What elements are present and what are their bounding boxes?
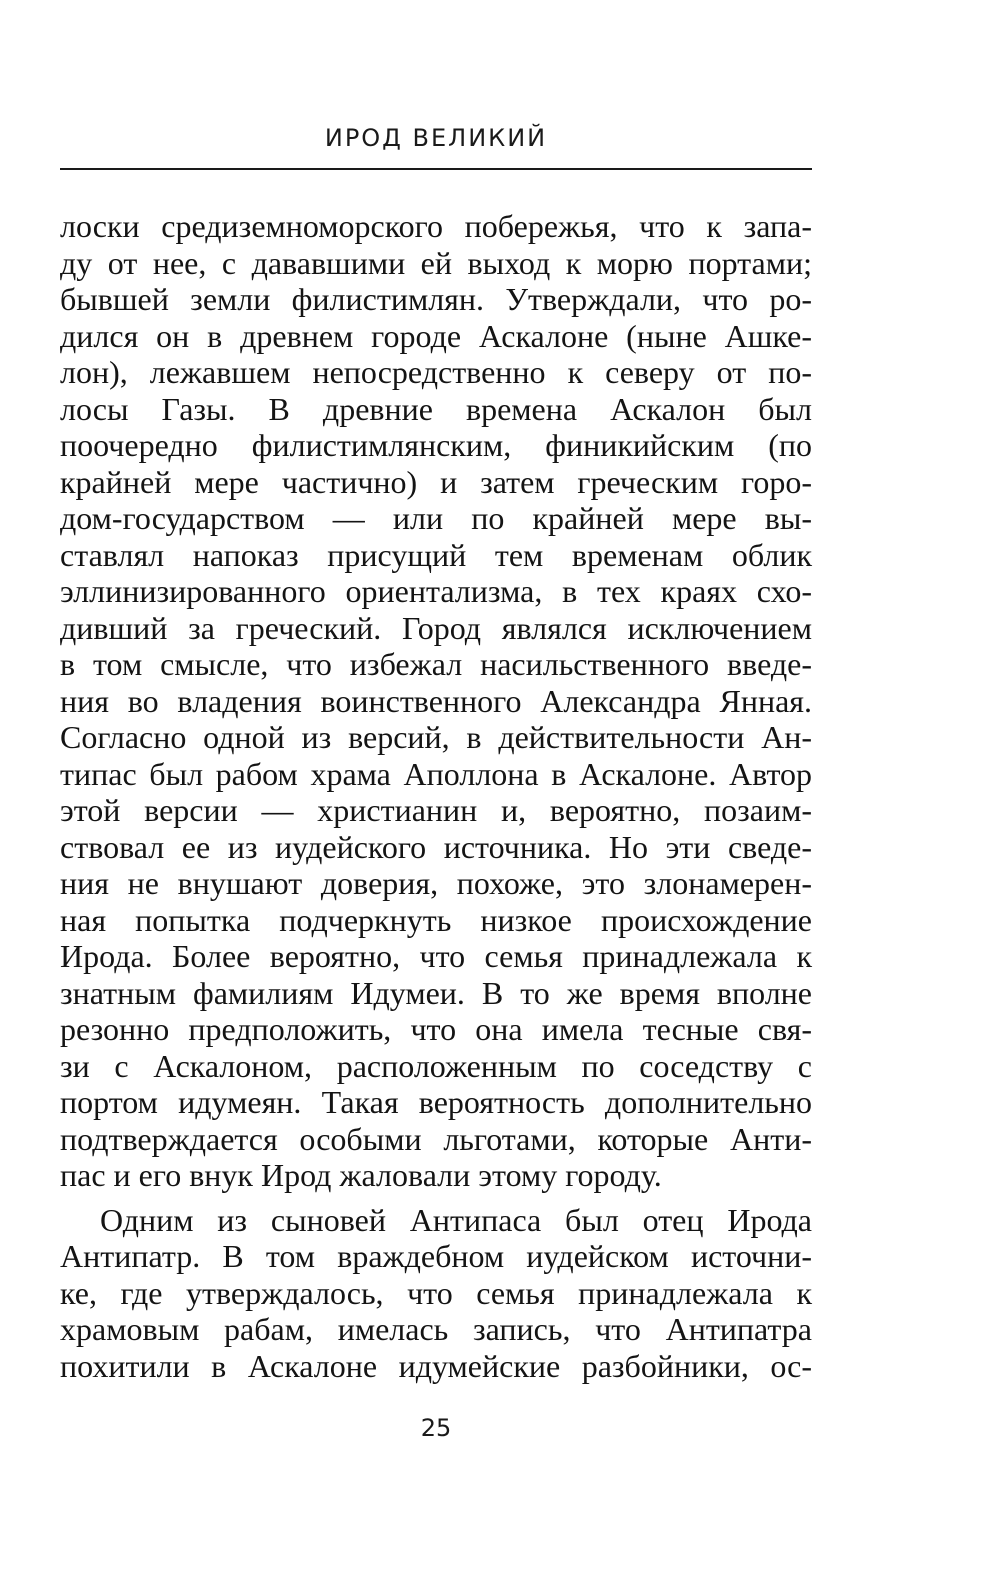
header-rule	[60, 168, 812, 170]
text-line: дом-государством — или по крайней мере вы-	[60, 500, 812, 536]
text-line: ставлял напоказ присущий тем временам облик	[60, 536, 812, 573]
text-line: типас был рабом храма Аполлона в Аскалоне. Автор	[60, 755, 812, 792]
text-line: лоски средиземноморского побережья, что к запа-	[60, 208, 812, 244]
text-line: ния во владения воинственного Александра Янная.	[60, 682, 812, 719]
body-text	[60, 208, 812, 1384]
running-title: ИРОД ВЕЛИКИЙ	[324, 124, 548, 152]
text-line: лон), лежавшем непосредственно к северу от по-	[60, 354, 812, 390]
text-line: в том смысле, что избежал насильственного введе-	[60, 646, 812, 682]
text-line: Одним из сыновей Антипаса был отец Ирода	[100, 1201, 812, 1238]
paragraph	[60, 1202, 812, 1385]
text-line: поочередно филистимлянским, финикийским (по	[60, 427, 812, 463]
text-line: дивший за греческий. Город являлся исключением	[60, 609, 812, 646]
text-line: ния не внушают доверия, похоже, это злонамерен-	[60, 865, 812, 901]
text-line: бывшей земли филистимлян. Утверждали, что ро-	[60, 281, 812, 317]
text-line: ствовал ее из иудейского источника. Но эти сведе-	[60, 828, 812, 865]
text-line: эллинизированного ориентализма, в тех краях схо-	[60, 573, 812, 609]
text-line: ная попытка подчеркнуть низкое происхождение	[60, 901, 812, 938]
text-line: ду от нее, с дававшими ей выход к морю портами;	[60, 244, 812, 281]
text-line: похитили в Аскалоне идумейские разбойники, ос-	[60, 1347, 812, 1384]
text-line: резонно предположить, что она имела тесные свя-	[60, 1011, 812, 1047]
text-line: пас и его внук Ирод жаловали этому городу.	[60, 1157, 662, 1193]
paragraph-gap	[60, 1194, 812, 1202]
text-line: храмовым рабам, имелась запись, что Антипатра	[60, 1311, 812, 1347]
page-number: 25	[420, 1414, 452, 1442]
text-line: подтверждается особыми льготами, которые Анти-	[60, 1120, 812, 1157]
text-line: крайней мере частично) и затем греческим горо-	[60, 463, 812, 500]
paragraph	[60, 208, 812, 1194]
text-line: лосы Газы. В древние времена Аскалон был	[60, 390, 812, 427]
text-line: этой версии — христианин и, вероятно, позаим-	[60, 792, 812, 828]
text-line: Ирода. Более вероятно, что семья принадлежала к	[60, 938, 812, 974]
text-line: зи с Аскалоном, расположенным по соседству с	[60, 1047, 812, 1084]
text-line: Антипатр. В том враждебном иудейском источни-	[60, 1238, 812, 1274]
text-line: дился он в древнем городе Аскалоне (ныне Ашке-	[60, 317, 812, 354]
text-line: ке, где утверждалось, что семья принадлежала к	[60, 1274, 812, 1311]
text-line: Согласно одной из версий, в действительности Ан-	[60, 719, 812, 755]
text-line: портом идумеян. Такая вероятность дополнительно	[60, 1084, 812, 1120]
text-line: знатным фамилиям Идумеи. В то же время вполне	[60, 974, 812, 1011]
